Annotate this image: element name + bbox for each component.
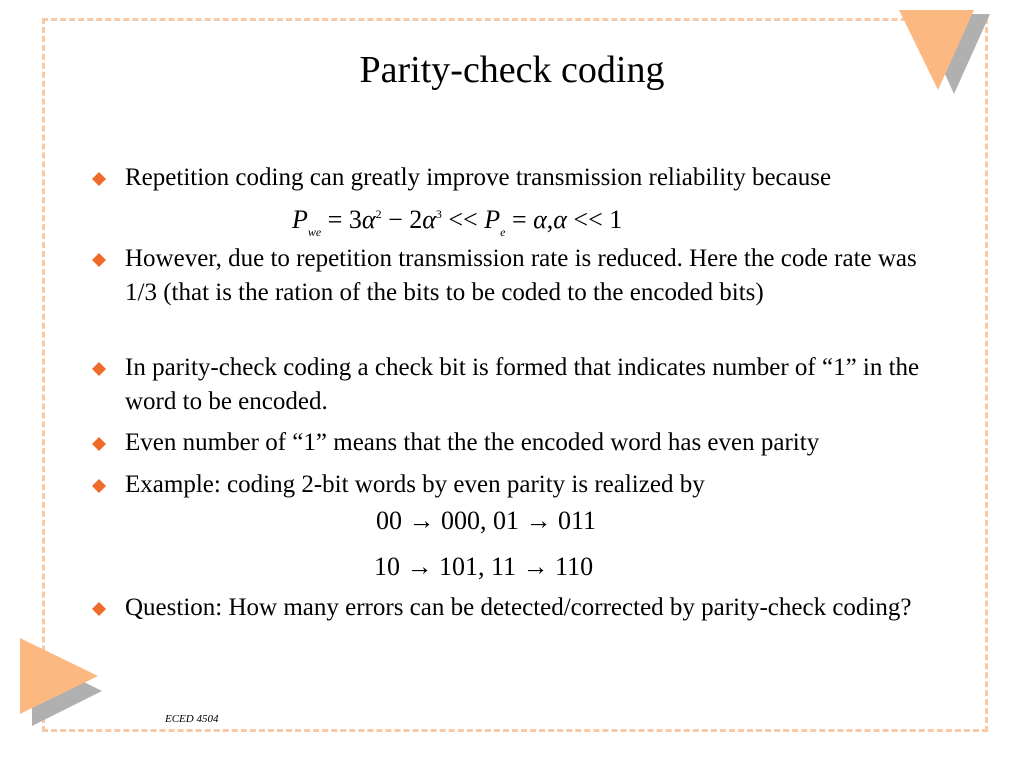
bullet-diamond-icon [91,601,107,617]
parity-mapping-line-2: 10 → 101, 11 → 110 [374,552,594,581]
bullet-diamond-icon [91,361,107,377]
bullet-text: Repetition coding can greatly improve transmission reliability because [125,164,832,191]
bullet-diamond-icon [91,478,107,494]
eq-subscript-we: we [307,225,322,239]
eq-symbol-alpha: α [422,205,436,234]
eq-part: << 1 [566,205,623,234]
footer-course-code: ECED 4504 [165,713,219,725]
eq-exponent: 3 [435,207,442,221]
eq-part: = [505,205,534,234]
bullet-text: Example: coding 2-bit words by even parity is realized by [125,471,705,498]
bullet-diamond-icon [91,171,107,187]
bullet-diamond-icon [91,436,107,452]
eq-symbol-alpha: α [553,205,567,234]
error-probability-equation [292,199,622,247]
bullet-text: Even number of “1” means that the the encoded word has even parity [125,429,820,456]
eq-exponent: 2 [375,207,382,221]
bullet-text: In parity-check coding a check bit is formed that indicates number of “1” in the word to be encoded. [125,354,920,415]
bullet-text: However, due to repetition transmission rate is reduced. Here the code rate was 1/3 (that is the ration of the bits to be coded to the encoded bits) [125,245,917,306]
eq-part: = 3 [327,205,362,234]
corner-triangle-bottom-left [18,636,118,731]
eq-part: , [546,205,554,234]
eq-symbol-alpha: α [361,205,376,234]
slide-title: Parity-check coding [359,49,665,91]
eq-part: − 2 [381,205,423,234]
parity-mapping-line-1: 00 → 000, 01 → 011 [376,506,597,535]
bullet-text: Question: How many errors can be detected/corrected by parity-check coding? [125,594,912,621]
eq-symbol-p: P [484,205,501,234]
bullet-diamond-icon [91,252,107,268]
eq-symbol-p: P [292,205,308,234]
eq-symbol-alpha: α [533,205,547,234]
eq-part: << [441,205,485,234]
eq-subscript-e: e [500,225,506,239]
